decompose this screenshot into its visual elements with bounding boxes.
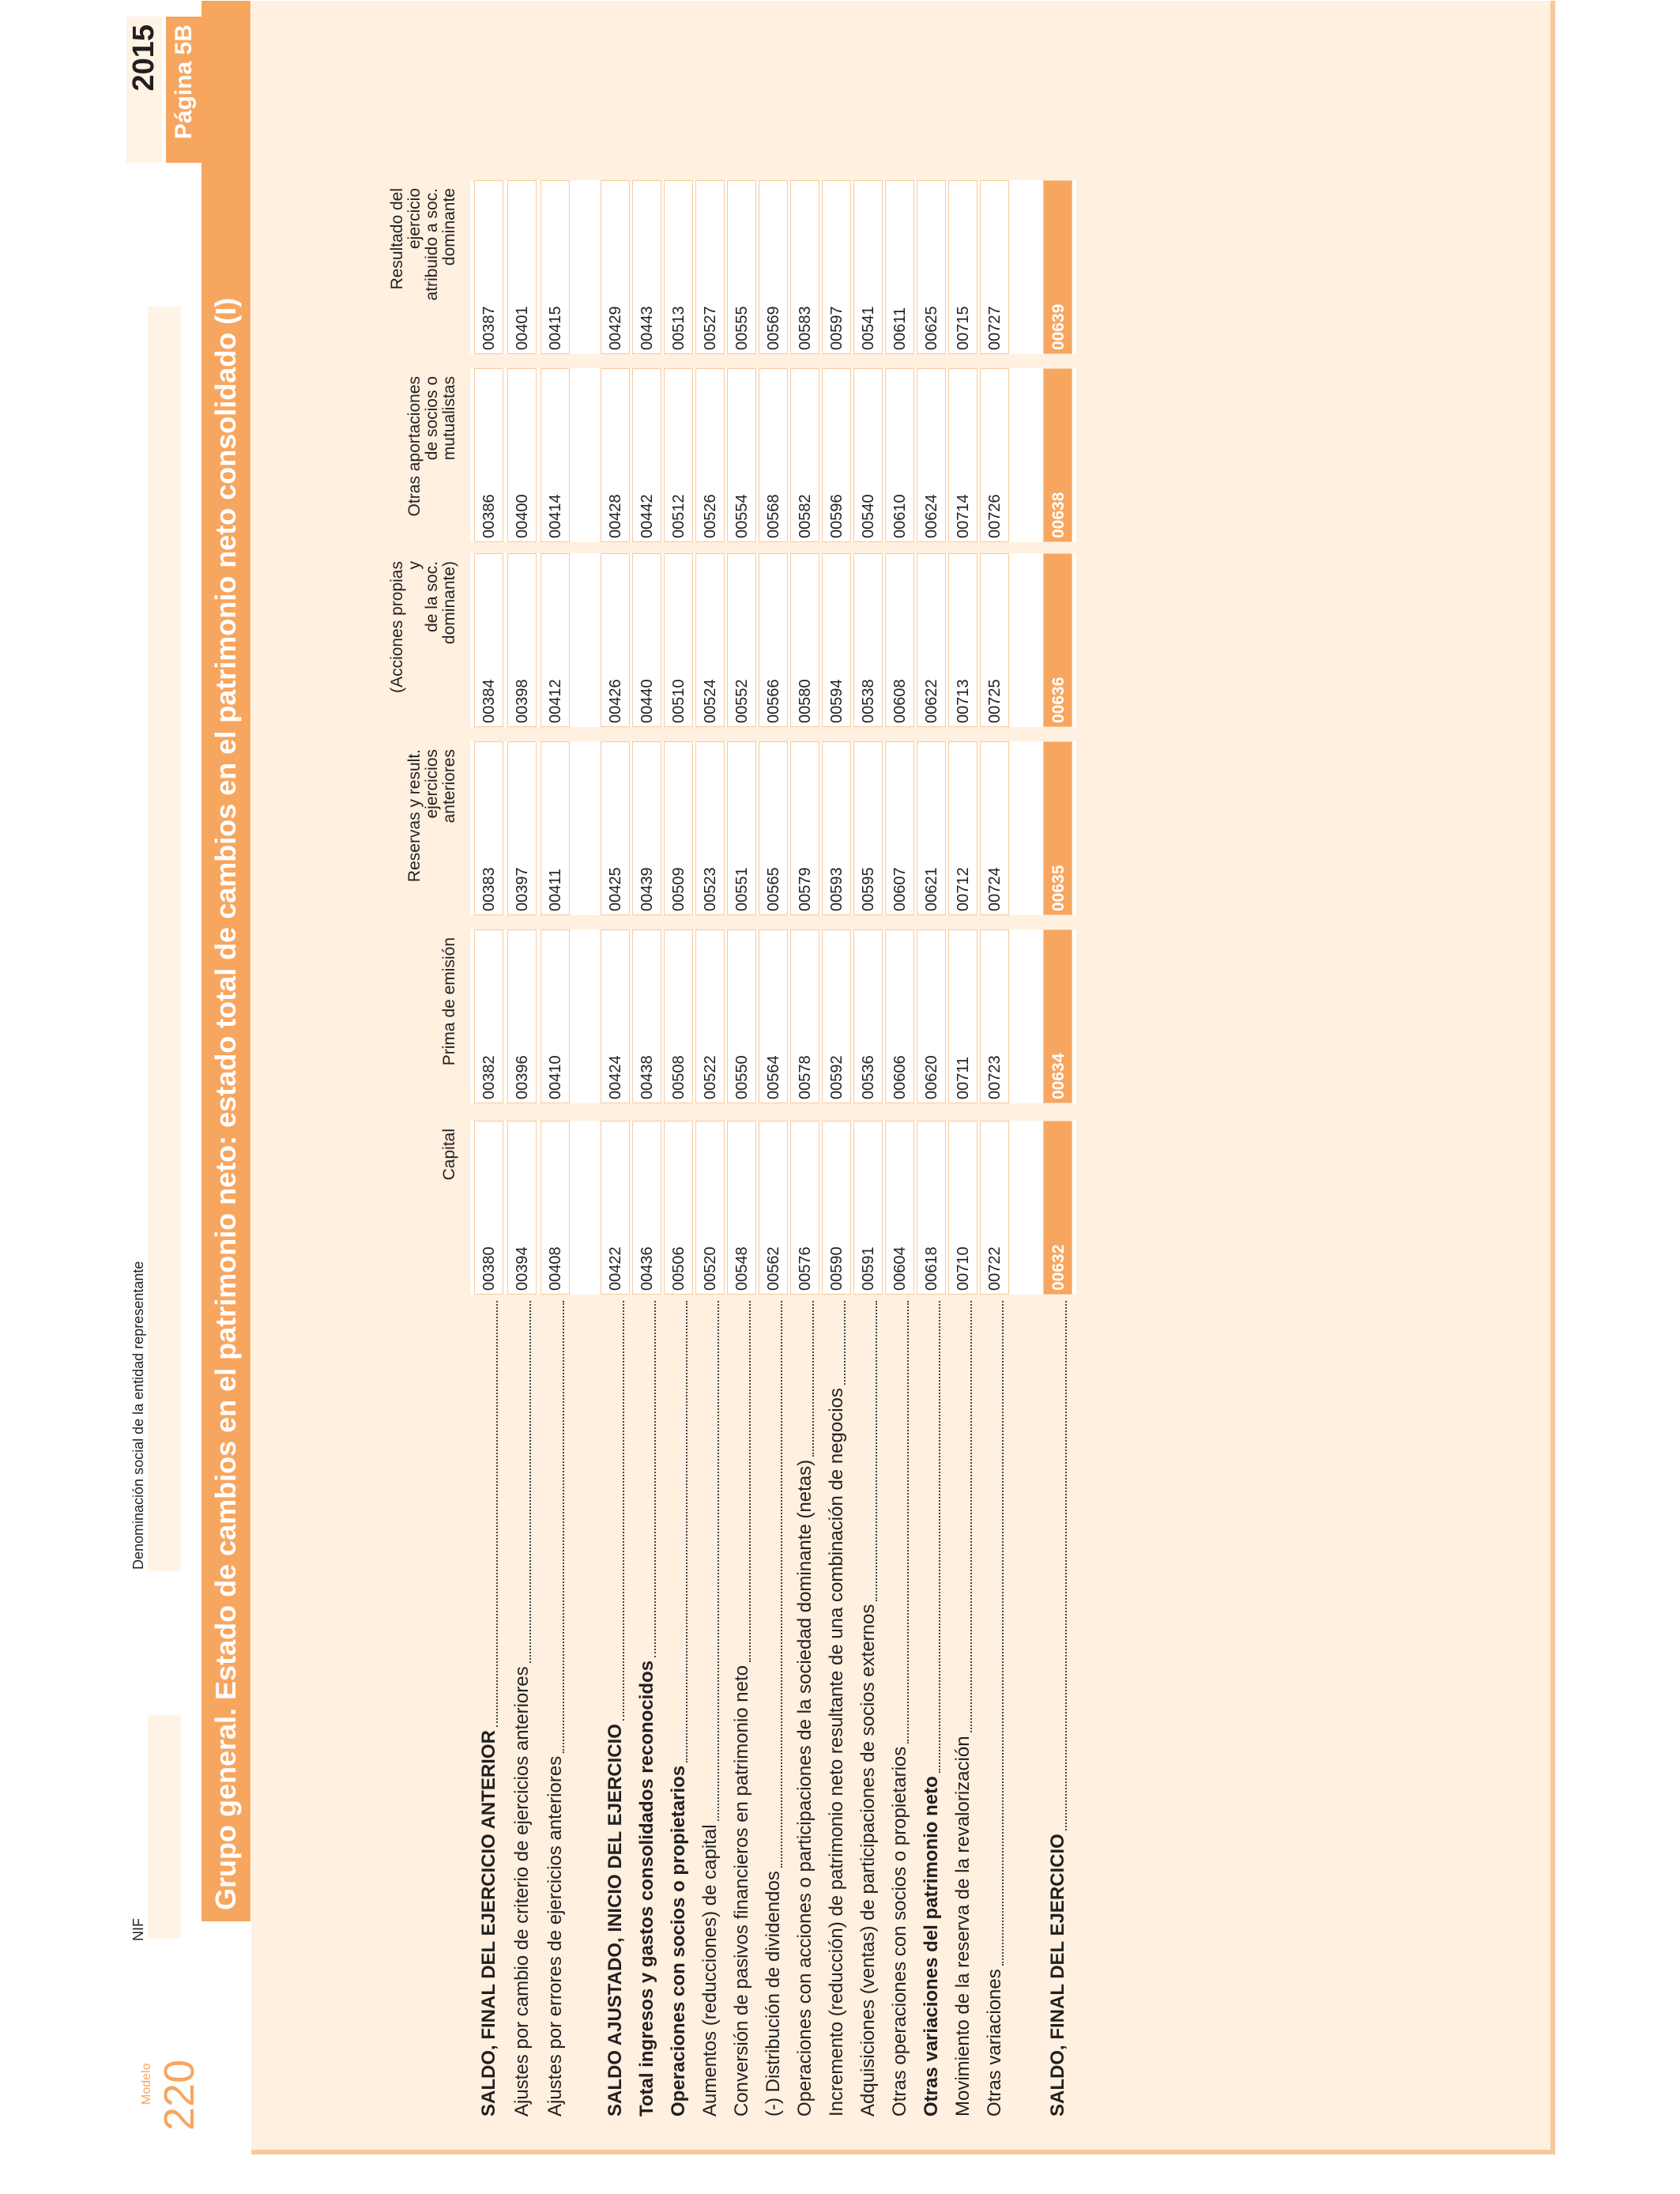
box-code: 00594	[828, 679, 846, 723]
box-code: 00578	[797, 1055, 814, 1099]
box-code: 00604	[891, 1246, 909, 1291]
amount-field-00552[interactable]	[727, 553, 756, 727]
amount-field-00582[interactable]	[790, 368, 819, 542]
amount-field-00509[interactable]	[664, 741, 693, 915]
box-code: 00509	[670, 867, 687, 911]
amount-field-00442[interactable]	[632, 368, 661, 542]
row-label: Movimiento de la reserva de la revalorización	[952, 1736, 974, 2117]
page-title: Grupo general. Estado de cambios en el patrimonio neto: estado total de cambios en el patrimonio neto consolidado (I)	[202, 1, 250, 1921]
amount-field-00438[interactable]	[632, 929, 661, 1103]
row-label: Ajustes por cambio de criterio de ejercicios anteriores	[511, 1666, 533, 2117]
box-code: 00524	[702, 679, 719, 723]
denominacion-label: Denominación social de la entidad representante	[130, 1261, 146, 1570]
amount-field-00591[interactable]	[853, 1121, 883, 1295]
amount-field-00596[interactable]	[822, 368, 851, 542]
box-code: 00383	[480, 867, 498, 911]
amount-field-00550[interactable]	[727, 929, 756, 1103]
amount-field-00713[interactable]	[948, 553, 977, 727]
box-code: 00607	[891, 867, 909, 911]
box-code: 00512	[670, 494, 687, 538]
amount-field-00415[interactable]	[541, 180, 570, 354]
column-header-line1: Otras aportaciones	[405, 376, 424, 517]
box-code: 00621	[923, 867, 940, 911]
amount-field-00408[interactable]	[541, 1121, 570, 1295]
row-label: Operaciones con socios o propietarios	[668, 1765, 689, 2117]
amount-field-00576[interactable]	[790, 1121, 819, 1295]
box-code: 00408	[547, 1246, 564, 1291]
amount-field-00526[interactable]	[695, 368, 725, 542]
amount-field-00429[interactable]	[601, 180, 630, 354]
box-code: 00426	[607, 679, 624, 723]
box-code: 00425	[607, 867, 624, 911]
amount-field-00520[interactable]	[695, 1121, 725, 1295]
amount-field-00635[interactable]	[1043, 741, 1072, 915]
amount-field-00618[interactable]	[917, 1121, 946, 1295]
amount-field-00565[interactable]	[759, 741, 788, 915]
amount-field-00555[interactable]	[727, 180, 756, 354]
box-code: 00565	[765, 867, 782, 911]
amount-field-00512[interactable]	[664, 368, 693, 542]
box-code: 00580	[797, 679, 814, 723]
box-code: 00593	[828, 867, 846, 911]
row-label: Total ingresos y gastos consolidados reconocidos	[636, 1660, 657, 2117]
dot-leader	[970, 1301, 972, 1732]
box-code: 00632	[1049, 1244, 1068, 1291]
amount-field-00606[interactable]	[885, 929, 914, 1103]
amount-field-00595[interactable]	[853, 741, 883, 915]
amount-field-00564[interactable]	[759, 929, 788, 1103]
amount-field-00382[interactable]	[474, 929, 503, 1103]
box-code: 00397	[514, 867, 531, 911]
box-code: 00711	[955, 1056, 972, 1099]
amount-field-00714[interactable]	[948, 368, 977, 542]
box-code: 00610	[891, 494, 909, 538]
amount-field-00387[interactable]	[474, 180, 503, 354]
box-code: 00526	[702, 494, 719, 538]
column-header-2	[399, 937, 458, 1080]
amount-field-00527[interactable]	[695, 180, 725, 354]
box-code: 00442	[638, 494, 656, 538]
amount-field-00568[interactable]	[759, 368, 788, 542]
dot-leader	[939, 1301, 940, 1773]
box-code: 00443	[638, 306, 656, 350]
amount-field-00578[interactable]	[790, 929, 819, 1103]
box-code: 00523	[702, 867, 719, 911]
amount-field-00634[interactable]	[1043, 929, 1072, 1103]
dot-leader	[844, 1301, 846, 1385]
column-header-4	[388, 561, 458, 703]
row-label: SALDO, FINAL DEL EJERCICIO ANTERIOR	[478, 1730, 499, 2117]
amount-field-00636[interactable]	[1043, 553, 1072, 727]
box-code: 00725	[986, 679, 1004, 723]
amount-field-00562[interactable]	[759, 1121, 788, 1295]
box-code: 00624	[923, 494, 940, 538]
box-code: 00622	[923, 679, 940, 723]
amount-field-00536[interactable]	[853, 929, 883, 1103]
column-header-1	[399, 1129, 458, 1271]
amount-field-00440[interactable]	[632, 553, 661, 727]
amount-field-00513[interactable]	[664, 180, 693, 354]
box-code: 00541	[860, 306, 877, 350]
box-code: 00400	[514, 494, 531, 538]
box-code: 00401	[514, 306, 531, 350]
row-label: Aumentos (reducciones) de capital	[699, 1824, 721, 2117]
nif-field[interactable]	[148, 1715, 181, 1939]
box-code: 00710	[955, 1246, 972, 1291]
amount-field-00551[interactable]	[727, 741, 756, 915]
amount-field-00508[interactable]	[664, 929, 693, 1103]
dot-leader	[529, 1301, 531, 1663]
column-header-line1: Reservas y result.	[405, 749, 424, 883]
dot-leader	[749, 1301, 751, 1662]
box-code: 00562	[765, 1246, 782, 1291]
box-code: 00438	[638, 1055, 656, 1099]
amount-field-00436[interactable]	[632, 1121, 661, 1295]
box-code: 00540	[860, 494, 877, 538]
box-code: 00396	[514, 1055, 531, 1099]
box-code: 00520	[702, 1246, 719, 1291]
amount-field-00426[interactable]	[601, 553, 630, 727]
modelo-label: Modelo	[140, 2063, 153, 2105]
amount-field-00727[interactable]	[980, 180, 1009, 354]
row-label: SALDO AJUSTADO, INICIO DEL EJERCICIO	[605, 1724, 626, 2117]
column-header-line2: Capital	[440, 1129, 458, 1181]
box-code: 00536	[860, 1055, 877, 1099]
amount-field-00414[interactable]	[541, 368, 570, 542]
box-code: 00611	[891, 307, 909, 350]
page-badge: Página 5B	[166, 17, 202, 163]
box-code: 00554	[733, 494, 751, 538]
amount-field-00579[interactable]	[790, 741, 819, 915]
amount-field-00540[interactable]	[853, 368, 883, 542]
amount-field-00722[interactable]	[980, 1121, 1009, 1295]
box-code: 00636	[1049, 677, 1068, 723]
amount-field-00380[interactable]	[474, 1121, 503, 1295]
dot-leader	[781, 1301, 782, 1868]
amount-field-00394[interactable]	[507, 1121, 537, 1295]
box-code: 00412	[547, 679, 564, 723]
amount-field-00510[interactable]	[664, 553, 693, 727]
amount-field-00625[interactable]	[917, 180, 946, 354]
row-label: Otras operaciones con socios o propietarios	[889, 1746, 910, 2117]
column-header-line1: Resultado del ejercicio	[388, 188, 424, 290]
column-header-line1: (Acciones propias y	[388, 561, 424, 693]
box-code: 00424	[607, 1055, 624, 1099]
box-code: 00714	[955, 494, 972, 538]
box-code: 00552	[733, 679, 751, 723]
dot-leader	[1065, 1301, 1067, 1830]
amount-field-00422[interactable]	[601, 1121, 630, 1295]
box-code: 00548	[733, 1246, 751, 1291]
amount-field-00428[interactable]	[601, 368, 630, 542]
box-code: 00591	[860, 1246, 877, 1291]
box-code: 00386	[480, 494, 498, 538]
box-code: 00411	[547, 868, 564, 911]
amount-field-00583[interactable]	[790, 180, 819, 354]
dot-leader	[654, 1301, 656, 1657]
box-code: 00428	[607, 494, 624, 538]
box-code: 00713	[955, 679, 972, 723]
amount-field-00712[interactable]	[948, 741, 977, 915]
year-badge: 2015	[126, 17, 162, 163]
amount-field-00410[interactable]	[541, 929, 570, 1103]
dot-leader	[718, 1301, 719, 1821]
row-label: (-) Distribución de dividendos	[763, 1871, 784, 2117]
column-header-line2: Prima de emisión	[440, 937, 458, 1066]
row-label: Ajustes por errores de ejercicios anteriores	[544, 1755, 566, 2117]
amount-field-00723[interactable]	[980, 929, 1009, 1103]
amount-field-00590[interactable]	[822, 1121, 851, 1295]
dot-leader	[623, 1301, 624, 1721]
amount-field-00580[interactable]	[790, 553, 819, 727]
box-code: 00440	[638, 679, 656, 723]
amount-field-00541[interactable]	[853, 180, 883, 354]
amount-field-00386[interactable]	[474, 368, 503, 542]
column-header-3	[399, 749, 458, 892]
amount-field-00632[interactable]	[1043, 1121, 1072, 1295]
box-code: 00564	[765, 1055, 782, 1099]
amount-field-00611[interactable]	[885, 180, 914, 354]
dot-leader	[812, 1301, 814, 1457]
amount-field-00425[interactable]	[601, 741, 630, 915]
box-code: 00522	[702, 1055, 719, 1099]
amount-field-00593[interactable]	[822, 741, 851, 915]
dot-leader	[496, 1301, 498, 1727]
amount-field-00715[interactable]	[948, 180, 977, 354]
box-code: 00550	[733, 1055, 751, 1099]
amount-field-00523[interactable]	[695, 741, 725, 915]
box-code: 00715	[955, 306, 972, 350]
box-code: 00590	[828, 1246, 846, 1291]
box-code: 00724	[986, 867, 1004, 911]
amount-field-00439[interactable]	[632, 741, 661, 915]
box-code: 00436	[638, 1246, 656, 1291]
column-header-5	[399, 376, 458, 518]
row-label: Operaciones con acciones o participaciones de la sociedad dominante (netas)	[794, 1459, 816, 2117]
amount-field-00597[interactable]	[822, 180, 851, 354]
dot-leader	[686, 1301, 687, 1762]
dot-leader	[563, 1301, 564, 1753]
amount-field-00620[interactable]	[917, 929, 946, 1103]
column-header-6	[388, 188, 458, 330]
box-code: 00429	[607, 306, 624, 350]
box-code: 00596	[828, 494, 846, 538]
box-code: 00583	[797, 306, 814, 350]
nif-label: NIF	[130, 1918, 146, 1941]
box-code: 00566	[765, 679, 782, 723]
amount-field-00412[interactable]	[541, 553, 570, 727]
amount-field-00622[interactable]	[917, 553, 946, 727]
box-code: 00582	[797, 494, 814, 538]
amount-field-00621[interactable]	[917, 741, 946, 915]
column-header-line2: ejercicios anteriores	[423, 749, 458, 824]
box-code: 00635	[1049, 865, 1068, 911]
box-code: 00569	[765, 306, 782, 350]
box-code: 00620	[923, 1055, 940, 1099]
box-code: 00506	[670, 1246, 687, 1291]
box-code: 00415	[547, 306, 564, 350]
box-code: 00595	[860, 867, 877, 911]
dot-leader	[907, 1301, 909, 1744]
amount-field-00710[interactable]	[948, 1121, 977, 1295]
amount-field-00569[interactable]	[759, 180, 788, 354]
amount-field-00401[interactable]	[507, 180, 537, 354]
dot-leader	[876, 1301, 877, 1601]
box-code: 00384	[480, 679, 498, 723]
column-header-line2: de la soc. dominante)	[423, 561, 458, 645]
amount-field-00554[interactable]	[727, 368, 756, 542]
amount-field-00711[interactable]	[948, 929, 977, 1103]
box-code: 00712	[955, 867, 972, 911]
amount-field-00592[interactable]	[822, 929, 851, 1103]
box-code: 00592	[828, 1055, 846, 1099]
box-code: 00634	[1049, 1053, 1068, 1099]
box-code: 00625	[923, 306, 940, 350]
box-code: 00568	[765, 494, 782, 538]
box-code: 00380	[480, 1246, 498, 1291]
box-code: 00723	[986, 1055, 1004, 1099]
box-code: 00398	[514, 679, 531, 723]
denominacion-field[interactable]	[148, 307, 181, 1571]
box-code: 00606	[891, 1055, 909, 1099]
amount-field-00506[interactable]	[664, 1121, 693, 1295]
box-code: 00555	[733, 306, 751, 350]
box-code: 00510	[670, 679, 687, 723]
box-code: 00726	[986, 494, 1004, 538]
row-label: Conversión de pasivos financieros en patrimonio neto	[731, 1665, 752, 2117]
amount-field-00724[interactable]	[980, 741, 1009, 915]
column-header-line2: atribuido a soc. dominante	[423, 188, 458, 301]
amount-field-00594[interactable]	[822, 553, 851, 727]
amount-field-00548[interactable]	[727, 1121, 756, 1295]
dot-leader	[1002, 1301, 1004, 1966]
box-code: 00538	[860, 679, 877, 723]
amount-field-00443[interactable]	[632, 180, 661, 354]
column-header-line2: de socios o mutualistas	[423, 376, 458, 461]
box-code: 00527	[702, 306, 719, 350]
box-code: 00394	[514, 1246, 531, 1291]
box-code: 00597	[828, 306, 846, 350]
amount-field-00538[interactable]	[853, 553, 883, 727]
amount-field-00522[interactable]	[695, 929, 725, 1103]
row-label: Otras variaciones	[984, 1969, 1005, 2117]
amount-field-00424[interactable]	[601, 929, 630, 1103]
box-code: 00579	[797, 867, 814, 911]
amount-field-00725[interactable]	[980, 553, 1009, 727]
amount-field-00566[interactable]	[759, 553, 788, 727]
amount-field-00384[interactable]	[474, 553, 503, 727]
box-code: 00422	[607, 1246, 624, 1291]
box-code: 00382	[480, 1055, 498, 1099]
amount-field-00726[interactable]	[980, 368, 1009, 542]
amount-field-00638[interactable]	[1043, 368, 1072, 542]
row-label: Otras variaciones del patrimonio neto	[921, 1776, 942, 2117]
row-label: SALDO, FINAL DEL EJERCICIO	[1047, 1834, 1068, 2117]
amount-field-00400[interactable]	[507, 368, 537, 542]
amount-field-00524[interactable]	[695, 553, 725, 727]
amount-field-00639[interactable]	[1043, 180, 1072, 354]
box-code: 00410	[547, 1055, 564, 1099]
box-code: 00727	[986, 306, 1004, 350]
amount-field-00610[interactable]	[885, 368, 914, 542]
row-label: Incremento (reducción) de patrimonio neto resultante de una combinación de negocios	[826, 1388, 847, 2117]
box-code: 00513	[670, 306, 687, 350]
box-code: 00439	[638, 867, 656, 911]
box-code: 00638	[1049, 492, 1068, 538]
row-label: Adquisiciones (ventas) de participaciones de socios externos	[857, 1604, 879, 2117]
box-code: 00387	[480, 306, 498, 350]
amount-field-00411[interactable]	[541, 741, 570, 915]
amount-field-00397[interactable]	[507, 741, 537, 915]
amount-field-00608[interactable]	[885, 553, 914, 727]
amount-field-00607[interactable]	[885, 741, 914, 915]
box-code: 00508	[670, 1055, 687, 1099]
amount-field-00604[interactable]	[885, 1121, 914, 1295]
modelo-number: 220	[156, 2059, 203, 2131]
amount-field-00383[interactable]	[474, 741, 503, 915]
box-code: 00639	[1049, 303, 1068, 350]
box-code: 00414	[547, 494, 564, 538]
box-code: 00618	[923, 1246, 940, 1291]
box-code: 00722	[986, 1246, 1004, 1291]
amount-field-00396[interactable]	[507, 929, 537, 1103]
amount-field-00624[interactable]	[917, 368, 946, 542]
box-code: 00576	[797, 1246, 814, 1291]
box-code: 00551	[733, 867, 751, 911]
box-code: 00608	[891, 679, 909, 723]
amount-field-00398[interactable]	[507, 553, 537, 727]
